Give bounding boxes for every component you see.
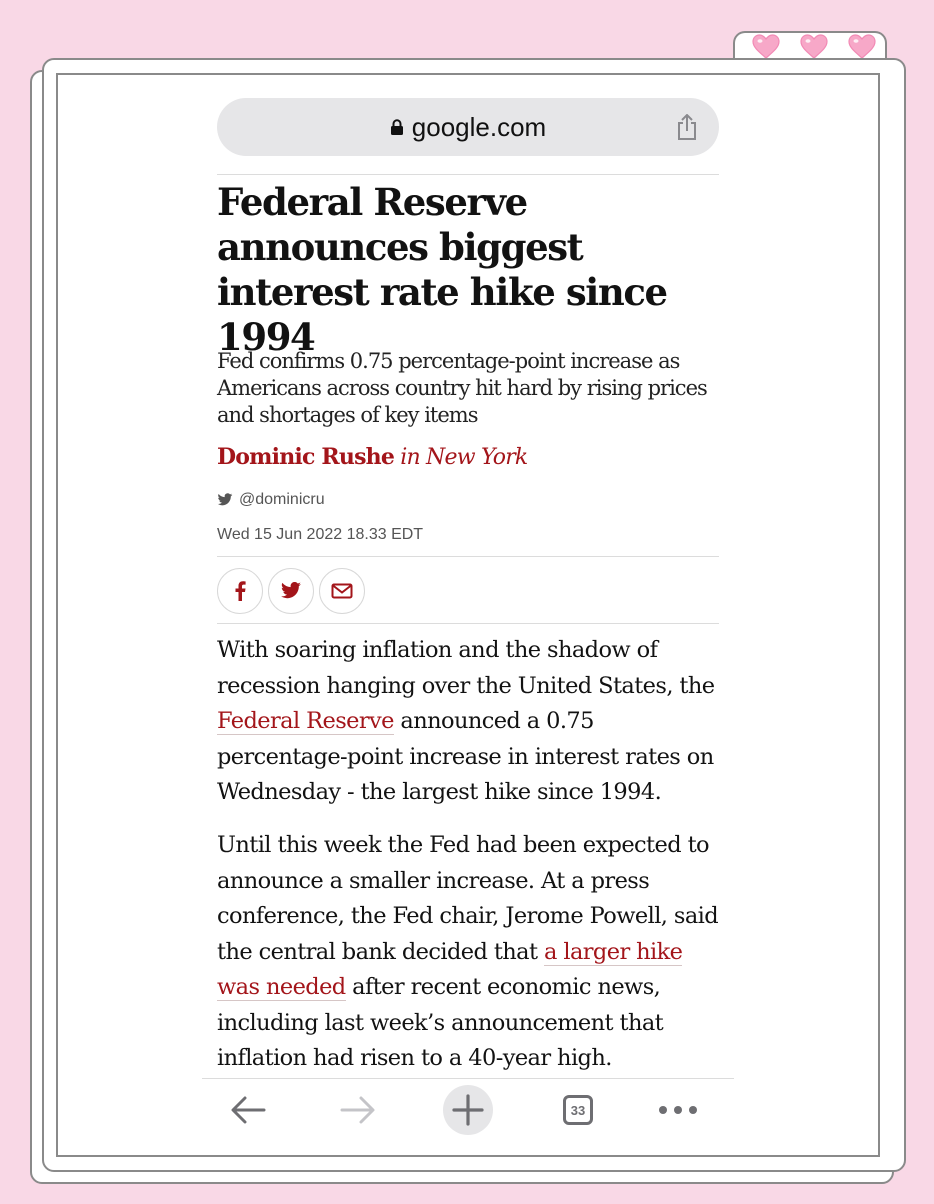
article-date: Wed 15 Jun 2022 18.33 EDT (217, 526, 424, 543)
article-paragraph (217, 828, 719, 1077)
share-facebook-button[interactable] (217, 568, 263, 614)
divider (217, 556, 719, 557)
address-bar[interactable] (217, 98, 719, 156)
paragraph-text: Until this week the Fed had been expected to announce a smaller increase. At a press conference, the Fed chair, Jerome Powell, said the central bank decided that (217, 832, 719, 965)
heart-icon (848, 34, 876, 60)
twitter-handle: @dominicru (239, 491, 325, 508)
twitter-icon (280, 582, 302, 600)
article-standfirst: Fed confirms 0.75 percentage-point increase as Americans across country hit hard by rising prices and shortages of key items (217, 349, 707, 427)
more-dots-icon (658, 1105, 698, 1115)
hearts-decoration (752, 34, 876, 60)
browser-toolbar (202, 1080, 734, 1140)
url-text: google.com (411, 111, 547, 142)
article-paragraph (217, 633, 719, 811)
federal-reserve-link[interactable]: Federal Reserve (217, 708, 394, 734)
paragraph-text: announced a 0.75 percentage-point increase in interest rates on Wednesday - the largest hike since 1994. (217, 708, 714, 805)
back-arrow-icon (230, 1095, 266, 1125)
twitter-icon (217, 493, 233, 507)
share-icon[interactable] (675, 114, 699, 140)
heart-icon (800, 34, 828, 60)
back-button[interactable] (226, 1080, 270, 1140)
divider (217, 623, 719, 624)
article-headline: Federal Reserve announces biggest interest rate hike since 1994 (217, 180, 667, 359)
tabs-button[interactable] (560, 1080, 596, 1140)
new-tab-button[interactable] (442, 1080, 494, 1140)
email-icon (331, 583, 353, 599)
more-button[interactable] (656, 1080, 700, 1140)
author-link[interactable]: Dominic Rushe (217, 444, 395, 470)
paragraph-text: after recent economic news, including last week’s announcement that inflation had risen to a 40-year high. (217, 974, 664, 1071)
plus-icon (452, 1094, 484, 1126)
forward-arrow-icon (340, 1095, 376, 1125)
byline (217, 444, 719, 470)
paragraph-text: With soaring inflation and the shadow of recession hanging over the United States, the (217, 637, 715, 699)
share-email-button[interactable] (319, 568, 365, 614)
byline-location: in New York (394, 445, 528, 470)
browser-screen (202, 90, 734, 1150)
lock-icon (390, 119, 404, 135)
forward-button[interactable] (336, 1080, 380, 1140)
toolbar-divider (202, 1078, 734, 1079)
facebook-icon (234, 581, 246, 601)
larger-hike-link[interactable]: a larger hike was needed (217, 938, 683, 1000)
heart-icon (752, 34, 780, 60)
twitter-handle-link[interactable] (217, 490, 325, 510)
share-twitter-button[interactable] (268, 568, 314, 614)
share-buttons (217, 568, 365, 614)
tabs-icon: 33 (563, 1095, 593, 1125)
divider (217, 174, 719, 175)
